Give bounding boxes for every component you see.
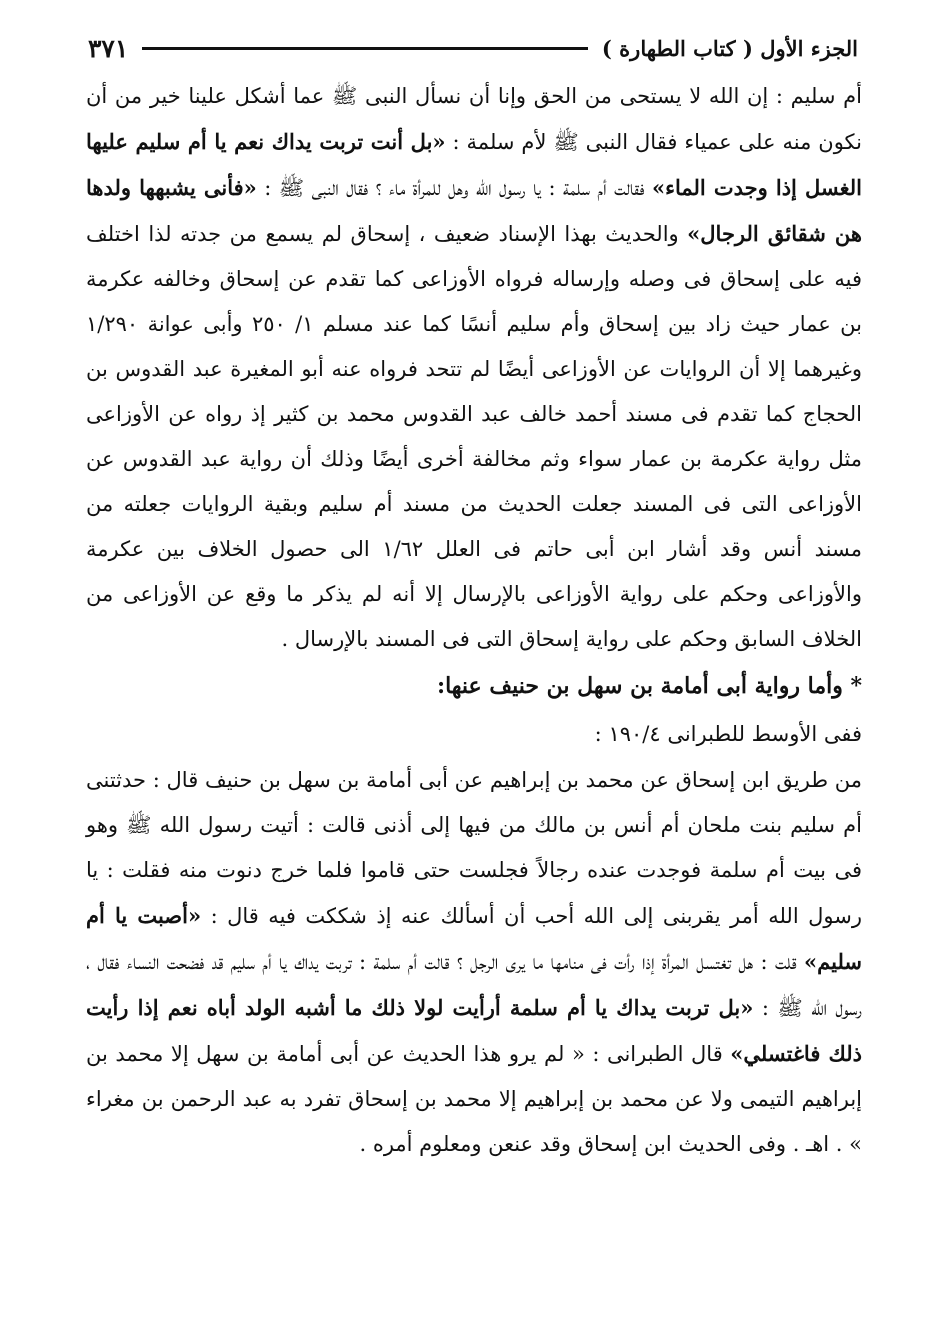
paragraph-2 <box>86 758 862 1167</box>
para1-text-3: والحديث بهذا الإسناد ضعيف ، إسحاق لم يسمع من جدته لذا اختلف فيه على إسحاق فى وصله وإرساله فرواه الأوزاعى كما تقدم عن إسحاق وخالفه عكرمة بن عمار حيث زاد بين إسحاق وأم سليم أنسًا كما عند مسلم ١/ ٢٥٠ وأبى عوانة ١/٢٩٠ وغيرهما إلا أن الروايات عن الأوزاعى أيضًا لم تتحد فرواه عنه أبو المغيرة عبد القدوس بن الحجاج كما تقدم فى مسند أحمد خالف عبد القدوس محمد بن كثير إذ رواه عن الأوزاعى مثل رواية عكرمة بن عمار سواء وثم مخالفة أخرى أيضًا وذلك أن رواية عبد القدوس عن الأوزاعى التى فى المسند جعلت الحديث من مسند أم سليم وبقية الروايات جعلته من مسند أنس وقد أشار ابن أبى حاتم فى العلل ١/٦٢ الى حصول الخلاف بين عكرمة والأوزاعى وحكم على رواية الأوزاعى بالإرسال إلا أنه لم يذكر ما وقع عن الأوزاعى من الخلاف السابق وحكم على رواية إسحاق التى فى المسند بالإرسال . <box>86 222 862 651</box>
paragraph-1 <box>86 74 862 662</box>
para2-hadith-quote-1: «أصبت يا أم سليم» <box>86 903 862 974</box>
para1-hadith-quote-1: «بل أنت تربت يداك نعم يا أم سليم عليها الغسل إذا وجدت الماء» <box>86 129 862 200</box>
para2-text-3: قال الطبرانى : « لم يرو هذا الحديث عن أبى أمامة بن سهل إلا محمد بن إبراهيم التيمى ولا عن محمد بن إبراهيم إلا محمد بن إسحاق تفرد به عبد الرحمن بن مغراء » . اهـ . وفى الحديث ابن إسحاق وقد عنعن ومعلوم أمره . <box>86 1042 862 1156</box>
header-rule <box>142 47 588 50</box>
para2-text-1: من طريق ابن إسحاق عن محمد بن إبراهيم عن أبى أمامة بن سهل بن حنيف قال : حدثتنى أم سليم بنت ملحان أم أنس بن مالك من فيها إلى أذنى قالت : أتيت رسول الله ﷺ وهو فى بيت أم سلمة فوجدت عنده رجالاً فجلست حتى قاموا فلما خرج دنوت منه فقلت : يا رسول الله أمر يقربنى إلى الله أحب أن أسألك عنه إذ شككت فيه قال : <box>86 768 862 928</box>
para2-hadith-quote-2: «بل تربت يداك يا أم سلمة أرأيت لولا ذلك ما أشبه الولد أباه نعم إذا رأيت ذلك فاغتسلي» <box>86 995 862 1066</box>
section-heading: * وأما رواية أبى أمامة بن سهل بن حنيف عنها: <box>436 673 862 699</box>
page-header <box>88 26 858 70</box>
para1-text-1: أم سليم : إن الله لا يستحى من الحق وإنا أن نسأل النبى ﷺ عما أشكل علينا خير من أن نكون منه على عمياء فقال النبى ﷺ لأم سلمة : <box>86 84 862 154</box>
section-subheading: ففى الأوسط للطبرانى ١٩٠/٤ : <box>594 722 862 746</box>
body-text <box>86 74 862 1167</box>
page-number: ٣٧١ <box>88 33 129 63</box>
running-title: الجزء الأول ( كتاب الطهارة ) <box>601 35 858 61</box>
para1-text-2: فقالت أم سلمة : يا رسول الله وهل للمرأة ماء ؟ فقال النبى ﷺ : <box>256 176 652 200</box>
para1-hadith-quote-2: «فأنى يشبهها ولدها هن شقائق الرجال» <box>86 175 862 246</box>
para2-text-2: قلت : هل تغتسل المرأة إذا رأت فى منامها ما يرى الرجل ؟ قالت أم سلمة : تربت يداك يا أم سليم قد فضحت النساء فقال ، رسول الله ﷺ : <box>86 950 862 1020</box>
